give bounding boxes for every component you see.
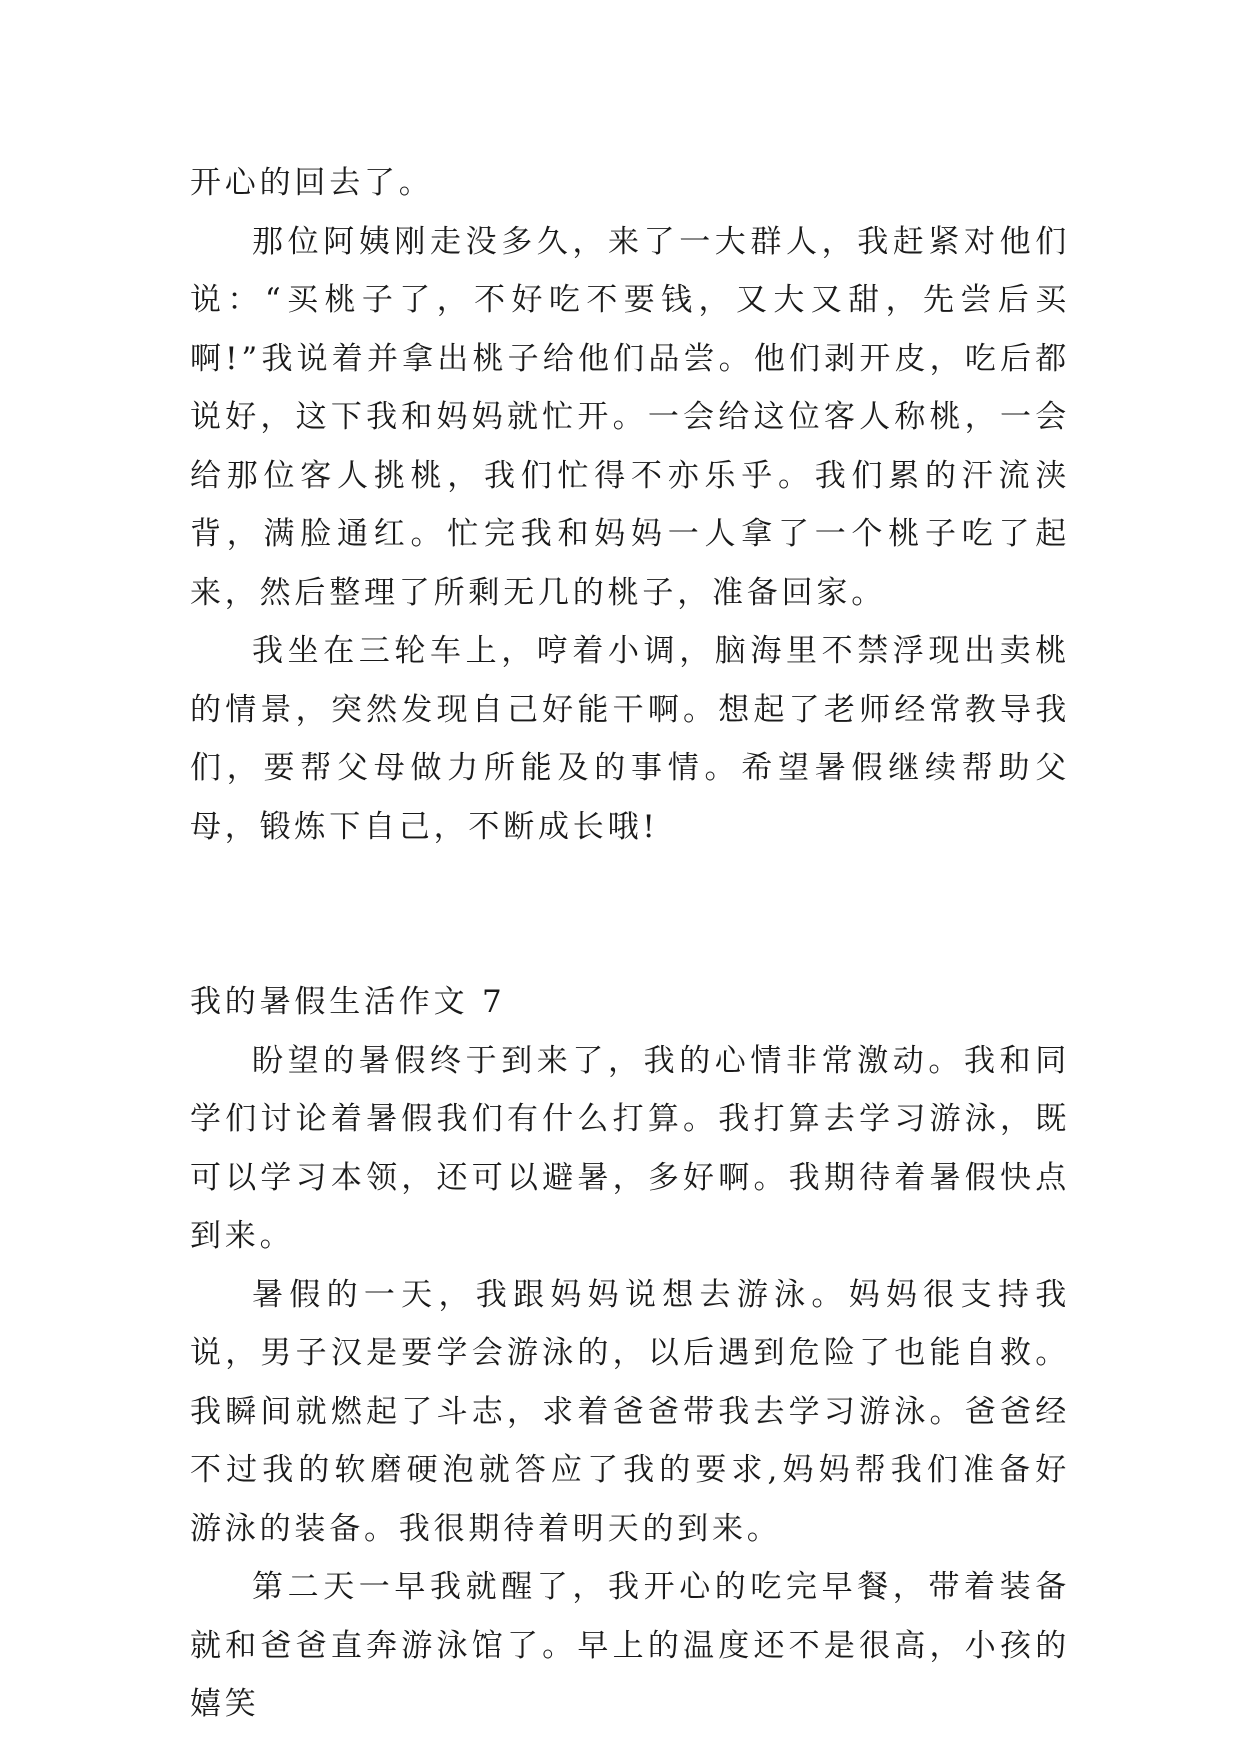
paragraph: 暑假的一天，我跟妈妈说想去游泳。妈妈很支持我说，男子汉是要学会游泳的，以后遇到危险了也能自救。我瞬间就燃起了斗志，求着爸爸带我去学习游泳。爸爸经不过我的软磨硬泡就答应了我的要求,妈妈帮我们准备好游泳的装备。我很期待着明天的到来。 — [190, 1276, 1070, 1547]
section-title: 我的暑假生活作文 7 — [190, 984, 506, 1020]
document-body — [190, 154, 1070, 1734]
paragraph: 开心的回去了。 — [190, 165, 434, 201]
paragraph: 盼望的暑假终于到来了，我的心情非常激动。我和同学们讨论着暑假我们有什么打算。我打算去学习游泳，既可以学习本领，还可以避暑，多好啊。我期待着暑假快点到来。 — [190, 1042, 1070, 1254]
paragraph: 第二天一早我就醒了，我开心的吃完早餐，带着装备就和爸爸直奔游泳馆了。早上的温度还不是很高，小孩的嬉笑 — [190, 1569, 1070, 1722]
paragraph: 那位阿姨刚走没多久，来了一大群人，我赶紧对他们说：“买桃子了，不好吃不要钱，又大又甜，先尝后买啊!”我说着并拿出桃子给他们品尝。他们剥开皮，吃后都说好，这下我和妈妈就忙开。一会给这位客人称桃，一会给那位客人挑桃，我们忙得不亦乐乎。我们累的汗流浃背，满脸通红。忙完我和妈妈一人拿了一个桃子吃了起来，然后整理了所剩无几的桃子，准备回家。 — [190, 223, 1070, 611]
paragraph: 我坐在三轮车上，哼着小调，脑海里不禁浮现出卖桃的情景，突然发现自己好能干啊。想起了老师经常教导我们，要帮父母做力所能及的事情。希望暑假继续帮助父母，锻炼下自己，不断成长哦! — [190, 633, 1070, 845]
section-gap — [190, 856, 1070, 973]
